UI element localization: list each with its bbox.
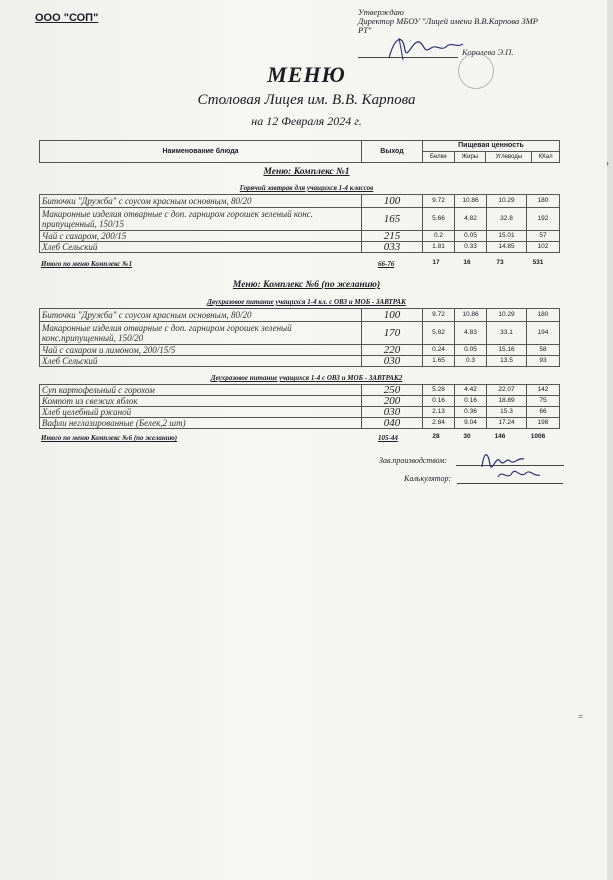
dish-protein: 9.72 (423, 195, 455, 208)
header-nutrition: Пищевая ценность (423, 141, 560, 152)
complex1-total-kcal: 531 (532, 259, 544, 266)
complex6-total-fat: 30 (463, 433, 471, 440)
dish-name: Чай с сахаром, 200/15 (40, 231, 362, 242)
dish-protein: 2.84 (423, 418, 455, 429)
dish-kcal: 57 (527, 231, 560, 242)
complex6-total-protein: 28 (432, 433, 440, 440)
header-kcal: ККал (532, 152, 560, 163)
table-row (40, 208, 560, 231)
dish-protein: 5.66 (423, 208, 455, 231)
dish-kcal: 75 (527, 396, 560, 407)
dish-yield: 040 (362, 418, 423, 429)
header-carbs: Углеводы (486, 152, 532, 163)
complex1-total-fat: 16 (463, 259, 471, 266)
table-row (40, 242, 560, 253)
complex6-subtitle2: Двухразовое питание учащихся 1-4 с ОВЗ и МОБ - ЗАВТРАК2 (210, 374, 403, 382)
dish-yield: 165 (362, 208, 423, 231)
dish-kcal: 192 (527, 208, 560, 231)
complex1-title: Меню: Комплекс №1 (263, 167, 350, 177)
dish-kcal: 194 (527, 322, 560, 345)
dish-name: Биточки "Дружба" с соусом красным основным, 80/20 (40, 195, 362, 208)
table-row (40, 309, 560, 322)
dish-carbs: 32.8 (487, 208, 527, 231)
dish-protein: 9.72 (423, 309, 455, 322)
dish-fat: 4.42 (455, 385, 487, 396)
dish-yield: 170 (362, 322, 423, 345)
menu-date: на 12 Февраля 2024 г. (251, 114, 362, 128)
menu-header-table (39, 140, 560, 163)
dish-carbs: 15.01 (487, 231, 527, 242)
approval-position: Директор МБОУ "Лицей имени В.В.Карпова ЗМР (358, 16, 538, 26)
table-row (40, 195, 560, 208)
dish-carbs: 10.29 (487, 195, 527, 208)
dish-name: Макаронные изделия отварные с доп. гарниром горошек зеленый конс. припущенный, 150/15 (40, 208, 362, 231)
dish-kcal: 66 (527, 407, 560, 418)
dish-name: Компот из свежих яблок (40, 396, 362, 407)
complex1-total-label: Итого по меню Комплекс №1 (41, 260, 133, 268)
dish-protein: 1.81 (423, 242, 455, 253)
complex6-total-kcal: 1006 (530, 433, 546, 440)
dish-carbs: 33.1 (487, 322, 527, 345)
table-row (40, 356, 560, 367)
page-title: МЕНЮ (267, 62, 346, 87)
dish-protein: 5.82 (423, 322, 455, 345)
dish-kcal: 93 (527, 356, 560, 367)
complex6-table (39, 308, 560, 367)
table-row (40, 396, 560, 407)
dish-protein: 0.16 (423, 396, 455, 407)
complex6-total-label: Итого по меню Комплекс №6 (по желанию) (41, 434, 178, 442)
dish-yield: 100 (362, 195, 423, 208)
dish-fat: 0.33 (455, 242, 487, 253)
calculator-sign-line (457, 483, 563, 484)
dish-fat: 0.16 (455, 396, 487, 407)
dish-fat: 0.36 (455, 407, 487, 418)
dish-name: Макаронные изделия отварные с доп. гарниром горошек зеленый конс.припущенный, 150/20 (40, 322, 362, 345)
dish-carbs: 17.24 (487, 418, 527, 429)
dish-name: Вафли неглазированные (Белек,2 шт) (40, 418, 362, 429)
dish-carbs: 18.89 (487, 396, 527, 407)
dish-yield: 215 (362, 231, 423, 242)
dish-yield: 030 (362, 407, 423, 418)
dish-yield: 100 (362, 309, 423, 322)
production-manager-label: Зав.производством: (379, 456, 448, 465)
dish-protein: 5.28 (423, 385, 455, 396)
dish-name: Биточки "Дружба" с соусом красным основным, 80/20 (40, 309, 362, 322)
complex1-table (39, 194, 560, 253)
dish-kcal: 180 (527, 309, 560, 322)
dish-carbs: 10.29 (487, 309, 527, 322)
dish-yield: 200 (362, 396, 423, 407)
header-fat: Жиры (454, 152, 486, 163)
complex1-total-yield: 66-76 (378, 260, 395, 268)
dish-carbs: 13.5 (487, 356, 527, 367)
dish-name: Хлеб Сельский (40, 356, 362, 367)
dish-fat: 9.04 (455, 418, 487, 429)
approval-heading: Утверждаю (358, 7, 404, 17)
dish-fat: 4.83 (455, 322, 487, 345)
organization-name: ООО "СОП" (35, 12, 99, 24)
dish-protein: 2.13 (423, 407, 455, 418)
staple-mark: = (578, 712, 584, 722)
complex6-title: Меню: Комплекс №6 (по желанию) (232, 280, 381, 290)
dish-kcal: 142 (527, 385, 560, 396)
dish-fat: 10.86 (455, 309, 487, 322)
complex6-subtitle: Двухразовое питание учащихся 1-4 кл. с ОВЗ и МОБ - ЗАВТРАК (207, 298, 406, 306)
dish-carbs: 15.3 (487, 407, 527, 418)
dish-name: Хлеб Сельский (40, 242, 362, 253)
dish-protein: 0.2 (423, 231, 455, 242)
dish-yield: 033 (362, 242, 423, 253)
dish-fat: 0.05 (455, 231, 487, 242)
complex6-total-carbs: 146 (494, 433, 506, 440)
dish-name: Суп картофельный с горохом (40, 385, 362, 396)
dish-kcal: 198 (527, 418, 560, 429)
edge-mark: › (606, 158, 609, 168)
dish-carbs: 14.85 (487, 242, 527, 253)
approval-position-cont: РТ" (358, 25, 372, 35)
table-row (40, 418, 560, 429)
dish-yield: 220 (362, 345, 423, 356)
dish-kcal: 180 (527, 195, 560, 208)
director-signature (385, 30, 465, 64)
dish-protein: 1.65 (423, 356, 455, 367)
dish-name: Чай с сахаром и лимоном, 200/15/5 (40, 345, 362, 356)
page-edge (607, 0, 613, 880)
dish-yield: 250 (362, 385, 423, 396)
complex6-table2 (39, 384, 560, 429)
table-row (40, 407, 560, 418)
dish-carbs: 22.07 (487, 385, 527, 396)
complex1-subtitle: Горячий завтрак для учащихся 1-4 классов (239, 184, 374, 192)
table-row (40, 231, 560, 242)
complex1-total-carbs: 73 (496, 259, 504, 266)
production-manager-signature (478, 447, 548, 487)
table-row (40, 345, 560, 356)
dish-fat: 0.05 (455, 345, 487, 356)
dish-name: Хлеб целебный ржаной (40, 407, 362, 418)
dish-kcal: 102 (527, 242, 560, 253)
calculator-label: Калькулятор: (404, 474, 452, 483)
complex1-total-protein: 17 (432, 259, 440, 266)
header-protein: Белки (423, 152, 455, 163)
table-row (40, 322, 560, 345)
director-name: Королева Э.П. (462, 47, 514, 57)
dish-protein: 0.24 (423, 345, 455, 356)
complex6-total-yield: 105-44 (378, 434, 398, 442)
dish-kcal: 58 (527, 345, 560, 356)
dish-yield: 030 (362, 356, 423, 367)
dish-fat: 10.86 (455, 195, 487, 208)
header-dish-name: Наименование блюда (40, 141, 362, 163)
page-subtitle: Столовая Лицея им. В.В. Карпова (197, 92, 416, 108)
header-yield: Выход (362, 141, 423, 163)
dish-carbs: 15.16 (487, 345, 527, 356)
table-row (40, 385, 560, 396)
dish-fat: 4.82 (455, 208, 487, 231)
dish-fat: 0.3 (455, 356, 487, 367)
